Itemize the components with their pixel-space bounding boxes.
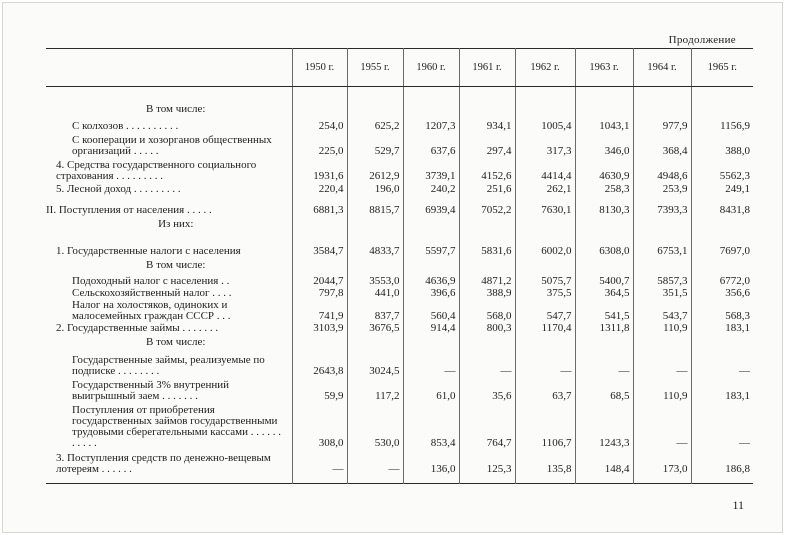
cell: [459, 101, 515, 118]
cell: 3024,5: [347, 351, 403, 377]
cell: [575, 257, 633, 274]
cell: 173,0: [633, 449, 691, 475]
cell: [691, 334, 753, 351]
cell: 368,4: [633, 132, 691, 157]
cell: 8431,8: [691, 195, 753, 216]
cell: [403, 334, 459, 351]
cell: [515, 101, 575, 118]
cell: [403, 101, 459, 118]
cell: 262,1: [515, 182, 575, 195]
cell: [515, 216, 575, 233]
row-label: В том числе:: [146, 103, 206, 115]
cell: 3739,1: [403, 157, 459, 182]
cell: 568,3: [691, 299, 753, 322]
cell: 977,9: [633, 118, 691, 132]
cell: 797,8: [292, 287, 347, 299]
row-label: Из них:: [158, 218, 194, 230]
cell: —: [403, 351, 459, 377]
cell: 547,7: [515, 299, 575, 322]
cell: [575, 216, 633, 233]
cell: 934,1: [459, 118, 515, 132]
cell: 625,2: [347, 118, 403, 132]
cell: 346,0: [575, 132, 633, 157]
cell: 4833,7: [347, 233, 403, 257]
cell: 543,7: [633, 299, 691, 322]
cell: 1311,8: [575, 322, 633, 334]
cell: 110,9: [633, 377, 691, 402]
cell: 225,0: [292, 132, 347, 157]
cell: 396,6: [403, 287, 459, 299]
cell: 1106,7: [515, 402, 575, 449]
column-header: 1961 г.: [459, 49, 515, 87]
cell: 6002,0: [515, 233, 575, 257]
page-number: 11: [732, 498, 744, 512]
cell: 3584,7: [292, 233, 347, 257]
table-row: [46, 182, 753, 195]
cell: 183,1: [691, 377, 753, 402]
cell: 61,0: [403, 377, 459, 402]
column-header: 1950 г.: [292, 49, 347, 87]
cell: 6308,0: [575, 233, 633, 257]
cell: 364,5: [575, 287, 633, 299]
row-label: 4. Средства государственного социального страхования . . . . . . . . .: [56, 159, 257, 182]
header-label-column: [46, 49, 292, 87]
cell: 1005,4: [515, 118, 575, 132]
cell: [403, 216, 459, 233]
cell: 186,8: [691, 449, 753, 475]
cell: 6772,0: [691, 274, 753, 287]
cell: 1156,9: [691, 118, 753, 132]
table-row: [46, 299, 753, 322]
cell: [347, 101, 403, 118]
cell: [633, 101, 691, 118]
row-label: С колхозов . . . . . . . . . .: [72, 120, 179, 132]
cell: 764,7: [459, 402, 515, 449]
cell: 7393,3: [633, 195, 691, 216]
cell: 4152,6: [459, 157, 515, 182]
cell: 183,1: [691, 322, 753, 334]
row-label: В том числе:: [146, 259, 206, 271]
cell: 3103,9: [292, 322, 347, 334]
cell: 4636,9: [403, 274, 459, 287]
table-row: [46, 195, 753, 216]
row-label: В том числе:: [146, 336, 206, 348]
row-label: Государственный 3% внутренний выигрышный заем . . . . . . .: [72, 379, 230, 402]
cell: [575, 101, 633, 118]
cell: 837,7: [347, 299, 403, 322]
column-header: 1963 г.: [575, 49, 633, 87]
cell: [347, 334, 403, 351]
cell: 135,8: [515, 449, 575, 475]
cell: —: [691, 351, 753, 377]
table-row: [46, 322, 753, 334]
cell: [691, 101, 753, 118]
cell: [459, 216, 515, 233]
table-row: [46, 377, 753, 402]
cell: —: [347, 449, 403, 475]
table-row: [46, 132, 753, 157]
column-header: 1964 г.: [633, 49, 691, 87]
row-label: Подоходный налог с населения . .: [72, 275, 230, 287]
cell: 741,9: [292, 299, 347, 322]
cell: 1243,3: [575, 402, 633, 449]
table-row: [46, 351, 753, 377]
cell: [459, 334, 515, 351]
cell: 1207,3: [403, 118, 459, 132]
cell: 7630,1: [515, 195, 575, 216]
cell: 5562,3: [691, 157, 753, 182]
cell: 8815,7: [347, 195, 403, 216]
cell: 560,4: [403, 299, 459, 322]
table-row: [46, 257, 753, 274]
cell: 3553,0: [347, 274, 403, 287]
cell: 258,3: [575, 182, 633, 195]
cell: —: [575, 351, 633, 377]
cell: [691, 216, 753, 233]
cell: 7697,0: [691, 233, 753, 257]
row-label: Государственные займы, реализуемые по подписке . . . . . . . .: [72, 354, 265, 377]
cell: [292, 334, 347, 351]
cell: 1931,6: [292, 157, 347, 182]
cell: 220,4: [292, 182, 347, 195]
cell: —: [633, 351, 691, 377]
cell: 388,9: [459, 287, 515, 299]
cell: 297,4: [459, 132, 515, 157]
cell: 5857,3: [633, 274, 691, 287]
cell: 6881,3: [292, 195, 347, 216]
table-header-row: [46, 49, 753, 87]
cell: 6753,1: [633, 233, 691, 257]
table-row: [46, 157, 753, 182]
column-header: 1955 г.: [347, 49, 403, 87]
cell: 800,3: [459, 322, 515, 334]
cell: [575, 334, 633, 351]
statistics-table: [46, 48, 753, 484]
row-label: 5. Лесной доход . . . . . . . . .: [56, 183, 181, 195]
table-row: [46, 101, 753, 118]
cell: 1170,4: [515, 322, 575, 334]
spacer-row: [46, 87, 753, 102]
cell: —: [459, 351, 515, 377]
cell: 375,5: [515, 287, 575, 299]
cell: 117,2: [347, 377, 403, 402]
table-row: [46, 402, 753, 449]
cell: [292, 216, 347, 233]
cell: 3676,5: [347, 322, 403, 334]
table-row: [46, 216, 753, 233]
cell: 5075,7: [515, 274, 575, 287]
cell: 2643,8: [292, 351, 347, 377]
cell: 35,6: [459, 377, 515, 402]
column-header: 1960 г.: [403, 49, 459, 87]
cell: [515, 257, 575, 274]
cell: 148,4: [575, 449, 633, 475]
cell: 529,7: [347, 132, 403, 157]
row-label: Сельскохозяйственный налог . . . .: [72, 287, 232, 299]
cell: 8130,3: [575, 195, 633, 216]
row-label: 2. Государственные займы . . . . . . .: [56, 322, 219, 334]
row-label: 1. Государственные налоги с населения: [56, 245, 241, 257]
cell: —: [292, 449, 347, 475]
cell: 6939,4: [403, 195, 459, 216]
cell: [515, 334, 575, 351]
cell: 541,5: [575, 299, 633, 322]
column-header: 1965 г.: [691, 49, 753, 87]
cell: 4871,2: [459, 274, 515, 287]
cell: [459, 257, 515, 274]
table-row: [46, 274, 753, 287]
cell: 914,4: [403, 322, 459, 334]
cell: 5831,6: [459, 233, 515, 257]
cell: 253,9: [633, 182, 691, 195]
cell: 125,3: [459, 449, 515, 475]
row-label: 3. Поступления средств по денежно-вещевым лотереям . . . . . .: [56, 452, 271, 475]
cell: 240,2: [403, 182, 459, 195]
cell: [633, 334, 691, 351]
row-label: II. Поступления от населения . . . . .: [46, 204, 212, 216]
cell: 4630,9: [575, 157, 633, 182]
cell: 4948,6: [633, 157, 691, 182]
cell: 196,0: [347, 182, 403, 195]
spacer-row: [46, 475, 753, 483]
cell: 5400,7: [575, 274, 633, 287]
cell: [691, 257, 753, 274]
cell: 568,0: [459, 299, 515, 322]
cell: 4414,4: [515, 157, 575, 182]
cell: 251,6: [459, 182, 515, 195]
cell: 5597,7: [403, 233, 459, 257]
cell: 356,6: [691, 287, 753, 299]
cell: 254,0: [292, 118, 347, 132]
cell: [292, 257, 347, 274]
cell: 351,5: [633, 287, 691, 299]
cell: [292, 101, 347, 118]
cell: 530,0: [347, 402, 403, 449]
cell: 249,1: [691, 182, 753, 195]
cell: —: [691, 402, 753, 449]
row-label: Поступления от приобретения государственных займов государственными трудовыми сберегательными кассами . . . . . . . . . . .: [72, 404, 281, 449]
table-row: [46, 233, 753, 257]
cell: 308,0: [292, 402, 347, 449]
row-label: С кооперации и хозорганов общественных организаций . . . . .: [72, 134, 272, 157]
table-row: [46, 118, 753, 132]
cell: 637,6: [403, 132, 459, 157]
cell: 2612,9: [347, 157, 403, 182]
cell: [633, 216, 691, 233]
cell: 388,0: [691, 132, 753, 157]
cell: [347, 216, 403, 233]
cell: 110,9: [633, 322, 691, 334]
page: [2, 2, 783, 533]
cell: 2044,7: [292, 274, 347, 287]
table-row: [46, 449, 753, 475]
table-row: [46, 287, 753, 299]
cell: 317,3: [515, 132, 575, 157]
cell: [403, 257, 459, 274]
cell: [633, 257, 691, 274]
column-header: 1962 г.: [515, 49, 575, 87]
row-label: Налог на холостяков, одиноких и малосемейных граждан СССР . . .: [72, 299, 231, 322]
cell: 7052,2: [459, 195, 515, 216]
table-row: [46, 334, 753, 351]
cell: 441,0: [347, 287, 403, 299]
cell: 68,5: [575, 377, 633, 402]
cell: [347, 257, 403, 274]
cell: 59,9: [292, 377, 347, 402]
continuation-note: Продолжение: [668, 34, 736, 46]
cell: 136,0: [403, 449, 459, 475]
cell: —: [633, 402, 691, 449]
cell: 63,7: [515, 377, 575, 402]
cell: 853,4: [403, 402, 459, 449]
cell: 1043,1: [575, 118, 633, 132]
cell: —: [515, 351, 575, 377]
